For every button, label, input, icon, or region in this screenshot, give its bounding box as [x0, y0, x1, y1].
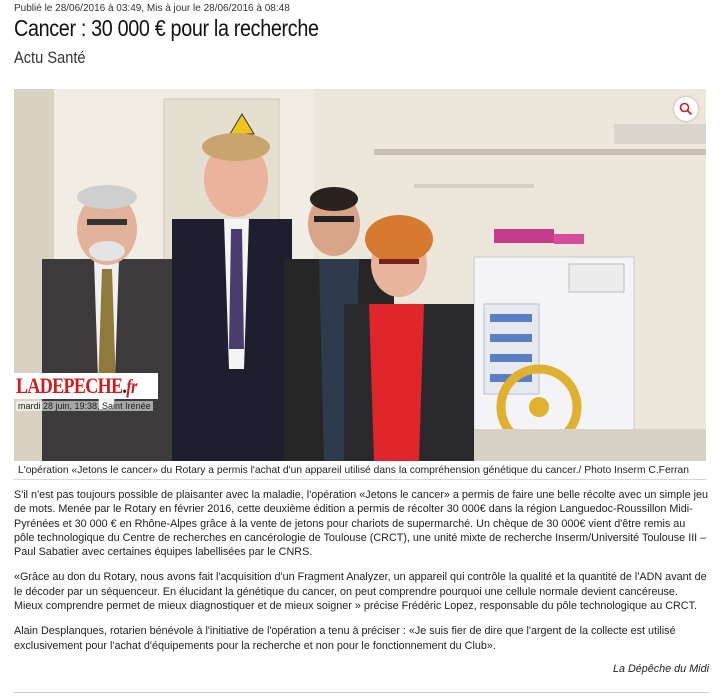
divider [14, 692, 709, 693]
article-section: Actu Santé [14, 48, 86, 67]
article-meta: Publié le 28/06/2016 à 03:49, Mis à jour le 28/06/2016 à 08:48 [14, 3, 290, 14]
article-body [14, 488, 708, 664]
article-signature: La Dépêche du Midi [612, 663, 709, 675]
zoom-button[interactable] [674, 97, 698, 121]
article-title: Cancer : 30 000 € pour la recherche [14, 15, 319, 41]
logo-text: LADEPECHE [16, 373, 123, 398]
logo-subline: mardi 28 juin, 19:38, Saint Irénée [18, 401, 151, 411]
magnifier-icon [679, 102, 693, 116]
logo-dot: . [122, 373, 127, 398]
photo-caption: L'opération «Jetons le cancer» du Rotary a permis l'achat d'un appareil utilisé dans la compréhension génétique du cancer./ Photo Inserm C.Ferran [14, 461, 706, 480]
article-photo[interactable] [14, 89, 706, 461]
paragraph: «Grâce au don du Rotary, nous avons fait l'acquisition d'un Fragment Analyzer, un appareil qui contrôle la qualité et la quantité de l'ADN avant de le décoder par un séquenceur. En élucidant la génétique du cancer, on peut comprendre pourquoi une cellule normale devient cancéreuse. Mieux comprendre permet de mieux diagnostiquer et de mieux soigner » précise Frédéric Lopez, responsable du pôle technologique au CRCT. [14, 571, 707, 613]
ladepeche-logo [14, 373, 158, 399]
paragraph: S'il n'est pas toujours possible de plaisanter avec la maladie, l'opération «Jetons le cancer» a permis de faire une belle récolte avec un simple jeu de mots. Menée par le Rotary en février 2016, cette deuxième édition a permis de récolter 30 000€ dans la région Languedoc-Roussillon Midi-Pyrénées et 30 000 € en Rhône-Alpes grâce à la vente de jetons pour chariots de supermarché. Un chèque de 30 000€ vient d'être remis au pôle technologique du Centre de recherches en cancérologie de Toulouse (CRCT), une unité mixte de recherche Inserm/Université Toulouse III – Paul Sabatier avec certaines équipes labellisées par le CNRS. [14, 489, 708, 559]
paragraph: Alain Desplanques, rotarien bénévole à l'initiative de l'opération a tenu à préciser : «Je suis fier de dire que l'argent de la collecte est utilisé exclusivement pour l'achat d'équipements pour la recherche et non pour le fonctionnement du Club». [14, 625, 676, 652]
logo-suffix: fr [126, 376, 137, 398]
